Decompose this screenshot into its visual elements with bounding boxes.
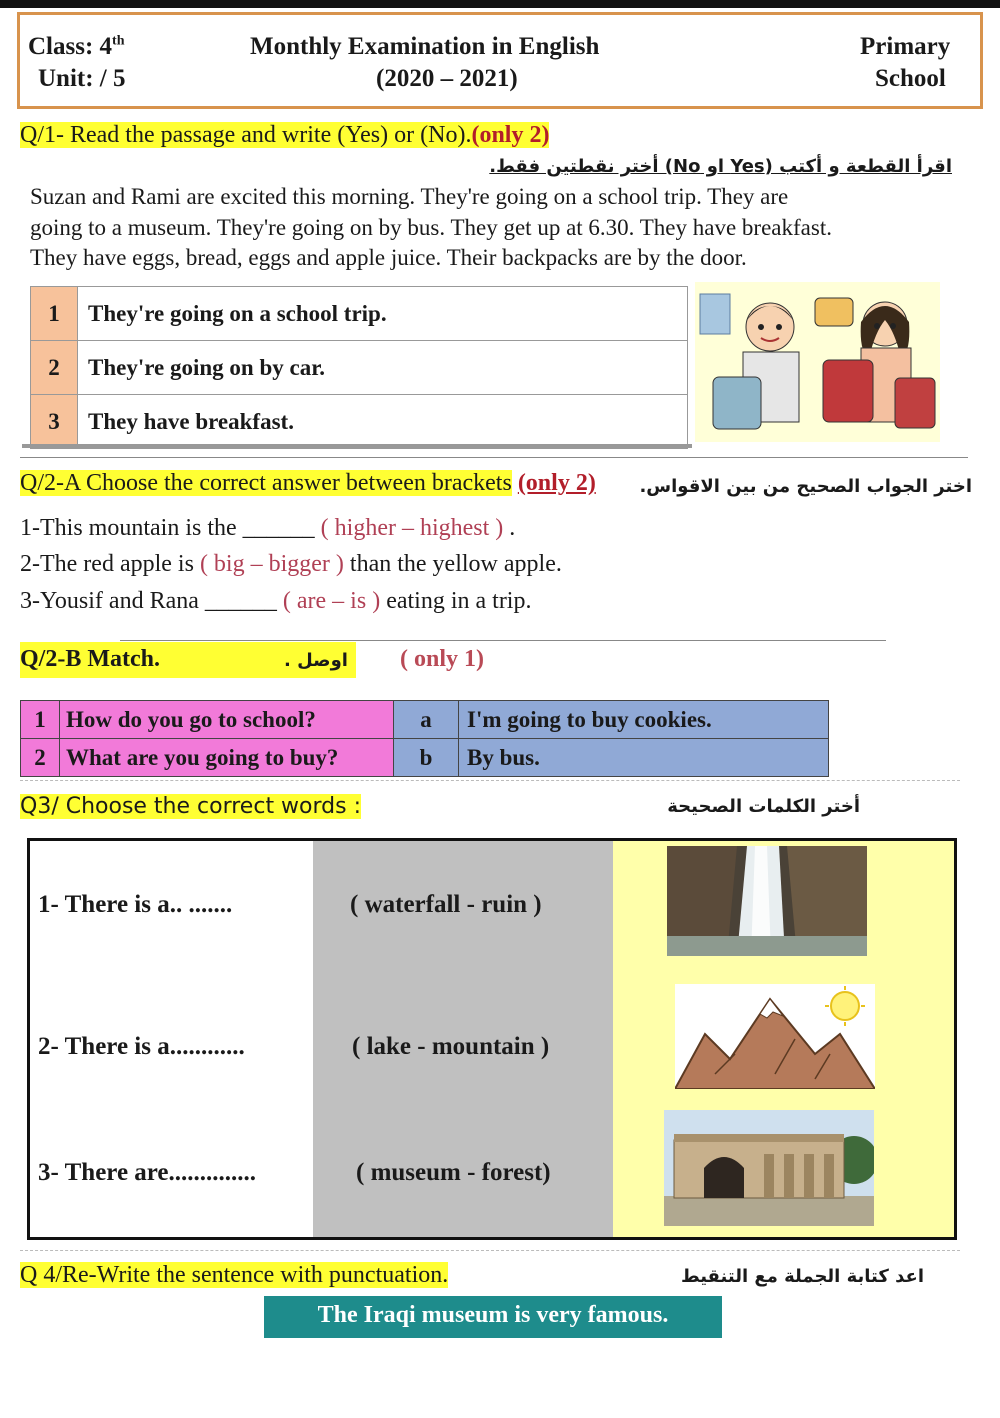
q1-table-shadow [22, 444, 692, 448]
row-number: 1 [31, 287, 78, 341]
q2a-only: (only 2) [517, 470, 596, 496]
q3-arabic: أختر الكلمات الصحيحة [667, 796, 860, 817]
q3-heading [20, 794, 361, 819]
passage-line: They have eggs, bread, eggs and apple juice. Their backpacks are by the door. [30, 245, 747, 270]
row-statement: They're going on a school trip. [78, 287, 688, 341]
exam-header [17, 12, 983, 109]
q2a-heading [20, 470, 596, 497]
item-text: 2-The red apple is [20, 551, 200, 577]
match-table [20, 700, 829, 777]
match-question: What are you going to buy? [60, 739, 394, 777]
q4-title: Q 4/Re-Write the sentence with punctuation. [20, 1262, 449, 1288]
item-choices: ( higher – highest ) [314, 515, 510, 541]
match-answer: By bus. [459, 739, 829, 777]
item-choices: ( are – is ) [282, 588, 381, 614]
q2a-title: Q/2-A Choose the correct answer between brackets [20, 470, 512, 496]
q3-options: ( museum - forest) [356, 1159, 551, 1186]
match-number: 2 [21, 739, 60, 777]
q3-options: ( lake - mountain ) [352, 1033, 550, 1060]
table-row [31, 341, 688, 395]
section-divider [120, 640, 886, 641]
item-text: 1-This mountain is the ______ [20, 515, 315, 541]
section-divider [20, 457, 968, 458]
row-number: 3 [31, 395, 78, 449]
q3-sentence: 2- There is a............ [38, 1033, 245, 1060]
q1-heading [20, 122, 549, 149]
passage-line: Suzan and Rami are excited this morning. They're going on a school trip. They are [30, 184, 789, 209]
q2b-arabic: اوصل . [284, 650, 348, 671]
match-letter: a [394, 701, 459, 739]
q2a-item [20, 551, 562, 578]
waterfall-photo [667, 846, 867, 956]
q3-sentence: 3- There are.............. [38, 1159, 257, 1186]
q1-title: Q/1- Read the passage and write (Yes) or (No). [20, 122, 472, 148]
school-line2: School [875, 65, 946, 92]
q2b-only: ( only 1) [400, 646, 484, 672]
top-bar [0, 0, 1000, 8]
row-statement: They're going on by car. [78, 341, 688, 395]
museum-photo [664, 1110, 874, 1226]
q3-title: Q3/ Choose the correct words : [20, 794, 361, 819]
item-choices: ( big – bigger ) [199, 551, 344, 577]
q2a-arabic: اختر الجواب الصحيح من بين الاقواس. [639, 476, 972, 497]
school-line1: Primary [860, 33, 951, 60]
class-label: Class: 4th [28, 33, 125, 60]
table-row [21, 739, 829, 777]
section-divider [20, 780, 960, 781]
item-text: . [509, 515, 516, 541]
children-backpacks-illustration [695, 282, 940, 442]
item-text: eating in a trip. [380, 588, 532, 614]
row-number: 2 [31, 341, 78, 395]
q2a-item [20, 588, 531, 615]
match-number: 1 [21, 701, 60, 739]
q4-sentence: The Iraqi museum is very famous. [317, 1302, 669, 1328]
table-row [31, 287, 688, 341]
q2b-title: Q/2-B Match. [20, 646, 160, 672]
q3-options: ( waterfall - ruin ) [350, 891, 542, 918]
item-text: 3-Yousif and Rana ______ [20, 588, 283, 614]
table-row [21, 701, 829, 739]
q3-box [27, 838, 957, 1240]
exam-title: Monthly Examination in English [250, 33, 600, 60]
mountain-drawing [675, 984, 875, 1089]
match-question: How do you go to school? [60, 701, 394, 739]
unit-label: Unit: / 5 [38, 65, 126, 92]
item-text: than the yellow apple. [343, 551, 562, 577]
q3-sentence: 1- There is a.. ....... [38, 891, 233, 918]
q1-passage [30, 182, 990, 274]
q1-arabic: اقرأ القطعة و أكتب (Yes او No) أختر نقطتين فقط. [489, 156, 952, 177]
match-answer: I'm going to buy cookies. [459, 701, 829, 739]
q1-only: (only 2) [471, 122, 550, 148]
q2a-item [20, 515, 515, 542]
row-statement: They have breakfast. [78, 395, 688, 449]
section-divider [20, 1250, 960, 1251]
q4-heading [20, 1262, 448, 1289]
passage-line: going to a museum. They're going on by bus. They get up at 6.30. They have breakfast. [30, 214, 832, 240]
table-row [31, 395, 688, 449]
match-letter: b [394, 739, 459, 777]
q1-table [30, 286, 688, 449]
q4-arabic: اعد كتابة الجملة مع التنقيط [680, 1266, 924, 1287]
exam-year: (2020 – 2021) [376, 65, 518, 92]
